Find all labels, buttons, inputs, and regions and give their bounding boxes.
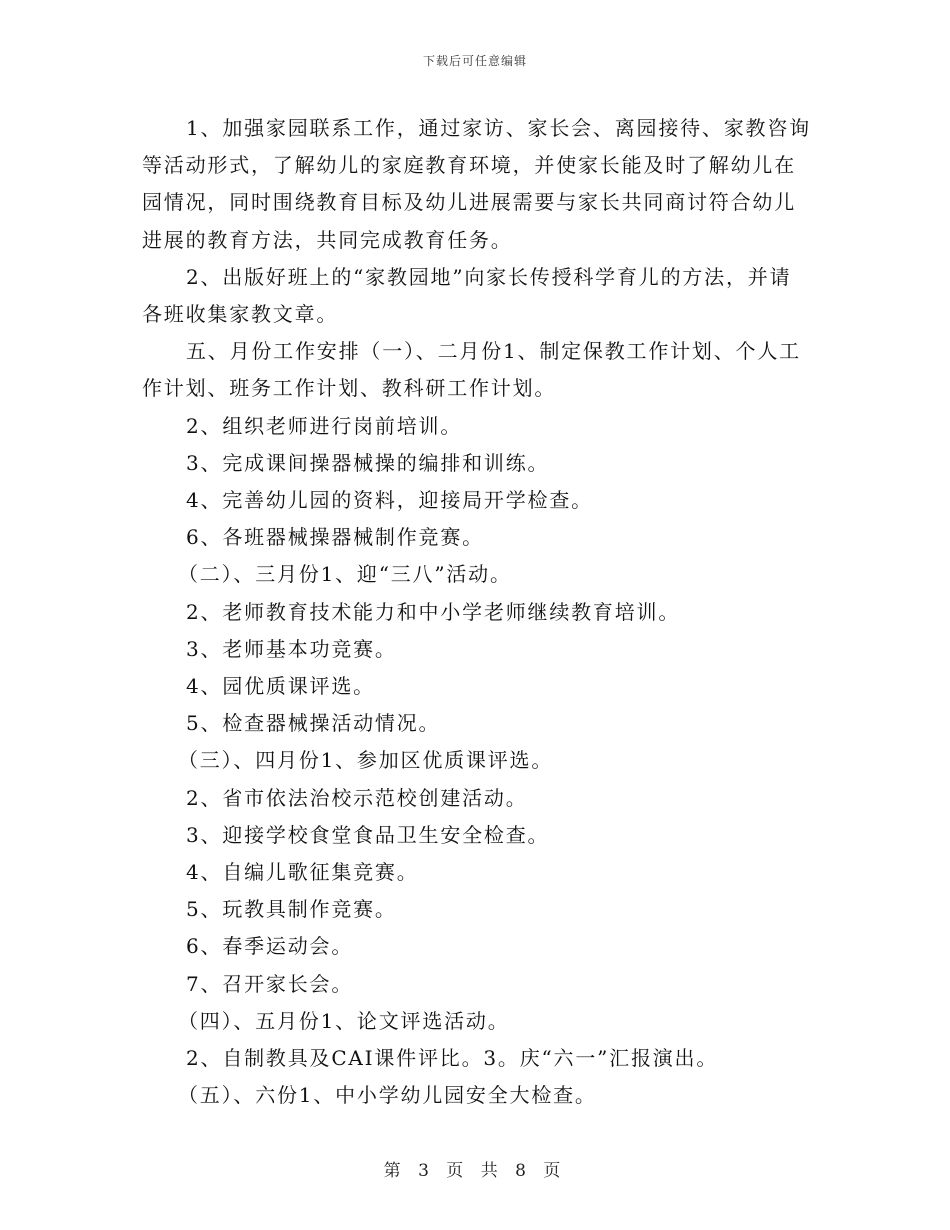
paragraph-5: 3、完成课间操器械操的编排和训练。 (186, 450, 550, 475)
paragraph-1: 1、加强家园联系工作，通过家访、家长会、离园接待、家教咨询等活动形式，了解幼儿的家庭教育环境，并使家长能及时了解幼儿在园情况，同时围绕教育目标及幼儿进展需要与家长共同商讨符合幼儿进展的教育方法，共同完成教育任务。 (142, 116, 811, 252)
paragraph-17: 5、玩教具制作竞赛。 (186, 897, 397, 922)
page-header: 下载后可任意编辑 (422, 54, 527, 68)
paragraph-22: （五）、六份1、中小学幼儿园安全大检查。 (178, 1083, 597, 1108)
paragraph-10: 3、老师基本功竞赛。 (186, 636, 397, 661)
paragraph-14: 2、省市依法治校示范校创建活动。 (186, 785, 528, 810)
paragraph-20: （四）、五月份1、论文评选活动。 (178, 1008, 510, 1033)
paragraph-18: 6、春季运动会。 (186, 934, 354, 959)
paragraph-12: 5、检查器械操活动情况。 (186, 711, 441, 736)
paragraph-13: （三）、四月份1、参加区优质课评选。 (178, 748, 554, 773)
paragraph-21: 2、自制教具及CAI课件评比。3。庆“六一”汇报演出。 (186, 1046, 719, 1071)
paragraph-8: （二）、三月份1、迎“三八”活动。 (178, 562, 512, 587)
paragraph-7: 6、各班器械操器械制作竞赛。 (186, 525, 484, 550)
paragraph-2: 2、出版好班上的“家教园地”向家长传授科学育儿的方法，并请各班收集家教文章。 (142, 264, 792, 327)
paragraph-3: 五、月份工作安排（一）、二月份1、制定保教工作计划、个人工作计划、班务工作计划、教科研工作计划。 (142, 339, 801, 401)
paragraph-6: 4、完善幼儿园的资料，迎接局开学检查。 (186, 488, 593, 513)
paragraph-4: 2、组织老师进行岗前培训。 (186, 413, 463, 438)
paragraph-15: 3、迎接学校食堂食品卫生安全检查。 (186, 822, 550, 847)
paragraph-16: 4、自编儿歌征集竞赛。 (186, 860, 419, 885)
document-body (142, 110, 812, 1114)
paragraph-9: 2、老师教育技术能力和中小学老师继续教育培训。 (186, 599, 681, 624)
paragraph-19: 7、召开家长会。 (186, 971, 354, 996)
paragraph-11: 4、园优质课评选。 (186, 674, 375, 699)
page-footer: 第 3 页 共 8 页 (383, 1161, 567, 1181)
